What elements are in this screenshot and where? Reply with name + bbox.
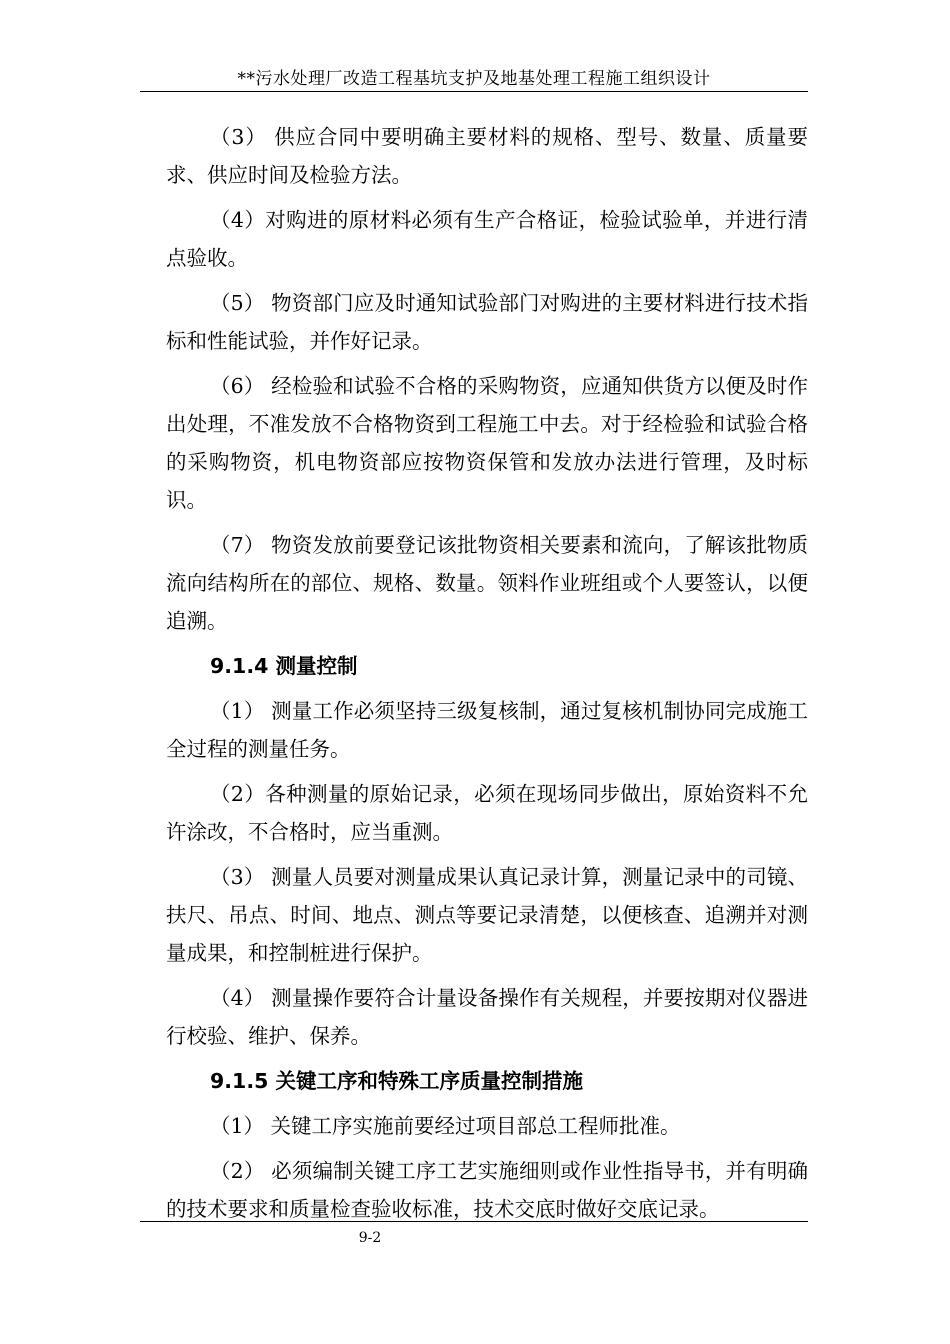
- key-process-paragraph-2: （2） 必须编制关键工序工艺实施细则或作业性指导书，并有明确的技术要求和质量检查验收标准，技术交底时做好交底记录。: [166, 1159, 808, 1221]
- document-body: [166, 118, 808, 1235]
- section-heading-9-1-4: 9.1.4 测量控制: [210, 654, 358, 678]
- paragraph-item-4: （4）对购进的原材料必须有生产合格证，检验试验单，并进行清点验收。: [166, 208, 808, 270]
- survey-paragraph-2: （2）各种测量的原始记录，必须在现场同步做出，原始资料不允许涂改，不合格时，应当重测。: [166, 782, 808, 844]
- footer-rule: [140, 1221, 808, 1222]
- page-number: 9-2: [358, 1230, 382, 1246]
- section-heading-9-1-5: 9.1.5 关键工序和特殊工序质量控制措施: [210, 1069, 584, 1093]
- survey-paragraph-4: （4） 测量操作要符合计量设备操作有关规程，并要按期对仪器进行校验、维护、保养。: [166, 986, 808, 1048]
- paragraph-item-7: （7） 物资发放前要登记该批物资相关要素和流向，了解该批物质流向结构所在的部位、规格、数量。领料作业班组或个人要签认，以便追溯。: [166, 533, 808, 633]
- paragraph-item-5: （5） 物资部门应及时通知试验部门对购进的主要材料进行技术指标和性能试验，并作好记录。: [166, 291, 808, 353]
- header-rule: [140, 91, 808, 92]
- paragraph-item-3: （3） 供应合同中要明确主要材料的规格、型号、数量、质量要求、供应时间及检验方法。: [166, 125, 808, 187]
- document-header-title: **污水处理厂改造工程基坑支护及地基处理工程施工组织设计: [237, 69, 711, 89]
- survey-paragraph-3: （3） 测量人员要对测量成果认真记录计算，测量记录中的司镜、扶尺、吊点、时间、地点、测点等要记录清楚，以便核查、追溯并对测量成果，和控制桩进行保护。: [166, 865, 808, 965]
- key-process-paragraph-1: （1） 关键工序实施前要经过项目部总工程师批准。: [210, 1114, 681, 1138]
- paragraph-item-6: （6） 经检验和试验不合格的采购物资，应通知供货方以便及时作出处理，不准发放不合格物资到工程施工中去。对于经检验和试验合格的采购物资，机电物资部应按物资保管和发放办法进行管理，及时标识。: [166, 374, 808, 512]
- survey-paragraph-1: （1） 测量工作必须坚持三级复核制，通过复核机制协同完成施工全过程的测量任务。: [166, 699, 808, 761]
